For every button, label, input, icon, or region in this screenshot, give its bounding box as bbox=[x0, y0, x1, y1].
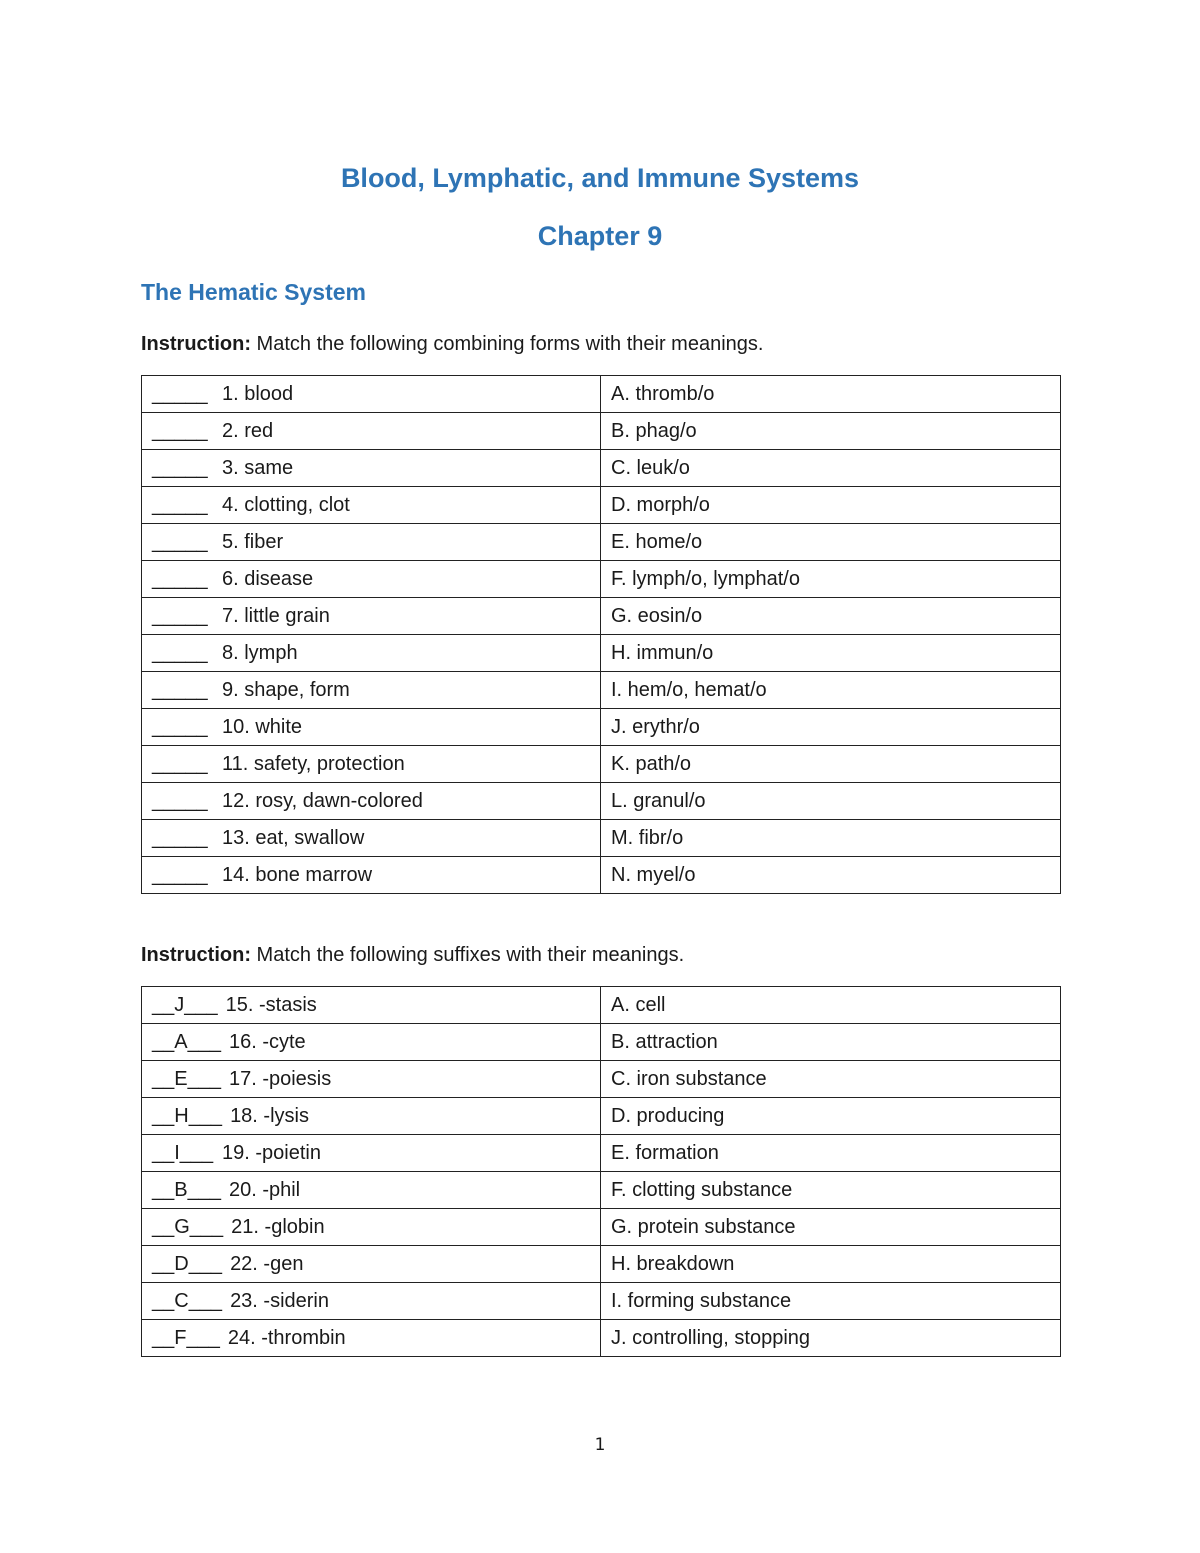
answer-blank: __C___ bbox=[152, 1289, 223, 1312]
table-row bbox=[142, 857, 1061, 894]
term-cell bbox=[142, 1172, 601, 1209]
term-text: 18. -lysis bbox=[230, 1104, 309, 1127]
term-text: 6. disease bbox=[222, 567, 314, 590]
answer-blank: __H___ bbox=[152, 1104, 223, 1127]
option-cell: E. home/o bbox=[601, 524, 1061, 561]
answer-blank: __J___ bbox=[152, 993, 218, 1016]
term-cell bbox=[142, 635, 601, 672]
term-text: 8. lymph bbox=[222, 641, 298, 664]
term-text: 9. shape, form bbox=[222, 678, 350, 701]
answer-blank: _____ bbox=[152, 419, 208, 442]
option-cell: D. morph/o bbox=[601, 487, 1061, 524]
option-cell: D. producing bbox=[601, 1098, 1061, 1135]
term-text: 14. bone marrow bbox=[222, 863, 373, 886]
option-cell: C. iron substance bbox=[601, 1061, 1061, 1098]
option-cell: C. leuk/o bbox=[601, 450, 1061, 487]
table-row bbox=[142, 709, 1061, 746]
term-cell bbox=[142, 1098, 601, 1135]
option-cell: N. myel/o bbox=[601, 857, 1061, 894]
instruction-label: Instruction: bbox=[141, 333, 251, 355]
term-text: 10. white bbox=[222, 715, 303, 738]
chapter-heading: Chapter 9 bbox=[537, 221, 663, 251]
term-cell bbox=[142, 746, 601, 783]
answer-blank: _____ bbox=[152, 456, 208, 479]
answer-blank: _____ bbox=[152, 863, 208, 886]
term-cell bbox=[142, 672, 601, 709]
combining-forms-table-body bbox=[142, 376, 1061, 894]
answer-blank: _____ bbox=[152, 752, 208, 775]
table-row bbox=[142, 450, 1061, 487]
instruction-label: Instruction: bbox=[141, 944, 251, 966]
answer-blank: __A___ bbox=[152, 1030, 221, 1053]
term-text: 2. red bbox=[222, 419, 274, 442]
term-cell bbox=[142, 1283, 601, 1320]
term-text: 16. -cyte bbox=[228, 1030, 306, 1053]
table-row bbox=[142, 1024, 1061, 1061]
term-text: 13. eat, swallow bbox=[222, 826, 365, 849]
table-row bbox=[142, 1098, 1061, 1135]
answer-blank: _____ bbox=[152, 826, 208, 849]
option-cell: I. forming substance bbox=[601, 1283, 1061, 1320]
term-cell bbox=[142, 783, 601, 820]
table-row bbox=[142, 561, 1061, 598]
page-number: 1 bbox=[594, 1435, 606, 1455]
term-text: 11. safety, protection bbox=[222, 752, 405, 775]
table-row bbox=[142, 376, 1061, 413]
suffixes-table-body bbox=[142, 987, 1061, 1357]
term-text: 19. -poietin bbox=[222, 1141, 321, 1164]
term-text: 1. blood bbox=[222, 382, 294, 405]
option-cell: A. cell bbox=[601, 987, 1061, 1024]
answer-blank: _____ bbox=[152, 789, 208, 812]
instruction-combining-forms bbox=[141, 333, 763, 356]
option-cell: I. hem/o, hemat/o bbox=[601, 672, 1061, 709]
document-title: Blood, Lymphatic, and Immune Systems bbox=[340, 163, 860, 193]
option-cell: E. formation bbox=[601, 1135, 1061, 1172]
table-row bbox=[142, 1246, 1061, 1283]
answer-blank: __F___ bbox=[152, 1326, 220, 1349]
term-text: 17. -poiesis bbox=[228, 1067, 332, 1090]
table-row bbox=[142, 1209, 1061, 1246]
answer-blank: _____ bbox=[152, 382, 208, 405]
instruction-suffixes bbox=[141, 944, 684, 967]
term-cell bbox=[142, 413, 601, 450]
option-cell: J. controlling, stopping bbox=[601, 1320, 1061, 1357]
term-text: 21. -globin bbox=[231, 1215, 325, 1238]
option-cell: F. lymph/o, lymphat/o bbox=[601, 561, 1061, 598]
term-cell bbox=[142, 1061, 601, 1098]
term-cell bbox=[142, 1209, 601, 1246]
instruction-text: Match the following combining forms with their meanings. bbox=[251, 333, 764, 355]
instruction-text: Match the following suffixes with their meanings. bbox=[251, 944, 685, 966]
option-cell: H. immun/o bbox=[601, 635, 1061, 672]
answer-blank: __E___ bbox=[152, 1067, 221, 1090]
answer-blank: _____ bbox=[152, 567, 208, 590]
option-cell: M. fibr/o bbox=[601, 820, 1061, 857]
option-cell: B. phag/o bbox=[601, 413, 1061, 450]
term-cell bbox=[142, 450, 601, 487]
term-text: 3. same bbox=[222, 456, 294, 479]
table-row bbox=[142, 598, 1061, 635]
term-cell bbox=[142, 709, 601, 746]
answer-blank: _____ bbox=[152, 641, 208, 664]
term-text: 15. -stasis bbox=[225, 993, 317, 1016]
answer-blank: _____ bbox=[152, 604, 208, 627]
term-cell bbox=[142, 1024, 601, 1061]
answer-blank: _____ bbox=[152, 493, 208, 516]
option-cell: B. attraction bbox=[601, 1024, 1061, 1061]
term-cell bbox=[142, 598, 601, 635]
table-row bbox=[142, 783, 1061, 820]
table-row bbox=[142, 1283, 1061, 1320]
answer-blank: __B___ bbox=[152, 1178, 221, 1201]
table-row bbox=[142, 820, 1061, 857]
term-cell bbox=[142, 857, 601, 894]
term-text: 7. little grain bbox=[222, 604, 330, 627]
answer-blank: __D___ bbox=[152, 1252, 223, 1275]
term-cell bbox=[142, 487, 601, 524]
term-text: 4. clotting, clot bbox=[222, 493, 350, 516]
suffixes-table bbox=[141, 986, 1061, 1357]
section-heading: The Hematic System bbox=[141, 279, 366, 305]
option-cell: H. breakdown bbox=[601, 1246, 1061, 1283]
table-row bbox=[142, 524, 1061, 561]
term-cell bbox=[142, 524, 601, 561]
answer-blank: __G___ bbox=[152, 1215, 224, 1238]
table-row bbox=[142, 1320, 1061, 1357]
table-row bbox=[142, 487, 1061, 524]
answer-blank: _____ bbox=[152, 678, 208, 701]
term-text: 12. rosy, dawn-colored bbox=[222, 789, 423, 812]
table-row bbox=[142, 1061, 1061, 1098]
term-text: 22. -gen bbox=[230, 1252, 304, 1275]
option-cell: A. thromb/o bbox=[601, 376, 1061, 413]
term-cell bbox=[142, 561, 601, 598]
term-cell bbox=[142, 1246, 601, 1283]
table-row bbox=[142, 746, 1061, 783]
term-text: 5. fiber bbox=[222, 530, 284, 553]
term-text: 24. -thrombin bbox=[227, 1326, 346, 1349]
option-cell: L. granul/o bbox=[601, 783, 1061, 820]
table-row bbox=[142, 1135, 1061, 1172]
term-cell bbox=[142, 376, 601, 413]
option-cell: K. path/o bbox=[601, 746, 1061, 783]
table-row bbox=[142, 635, 1061, 672]
table-row bbox=[142, 672, 1061, 709]
term-cell bbox=[142, 987, 601, 1024]
combining-forms-table bbox=[141, 375, 1061, 894]
option-cell: G. eosin/o bbox=[601, 598, 1061, 635]
term-cell bbox=[142, 1135, 601, 1172]
option-cell: F. clotting substance bbox=[601, 1172, 1061, 1209]
answer-blank: __I___ bbox=[152, 1141, 214, 1164]
answer-blank: _____ bbox=[152, 715, 208, 738]
table-row bbox=[142, 413, 1061, 450]
term-text: 20. -phil bbox=[228, 1178, 301, 1201]
option-cell: J. erythr/o bbox=[601, 709, 1061, 746]
term-cell bbox=[142, 1320, 601, 1357]
table-row bbox=[142, 987, 1061, 1024]
option-cell: G. protein substance bbox=[601, 1209, 1061, 1246]
term-cell bbox=[142, 820, 601, 857]
answer-blank: _____ bbox=[152, 530, 208, 553]
term-text: 23. -siderin bbox=[230, 1289, 329, 1312]
table-row bbox=[142, 1172, 1061, 1209]
